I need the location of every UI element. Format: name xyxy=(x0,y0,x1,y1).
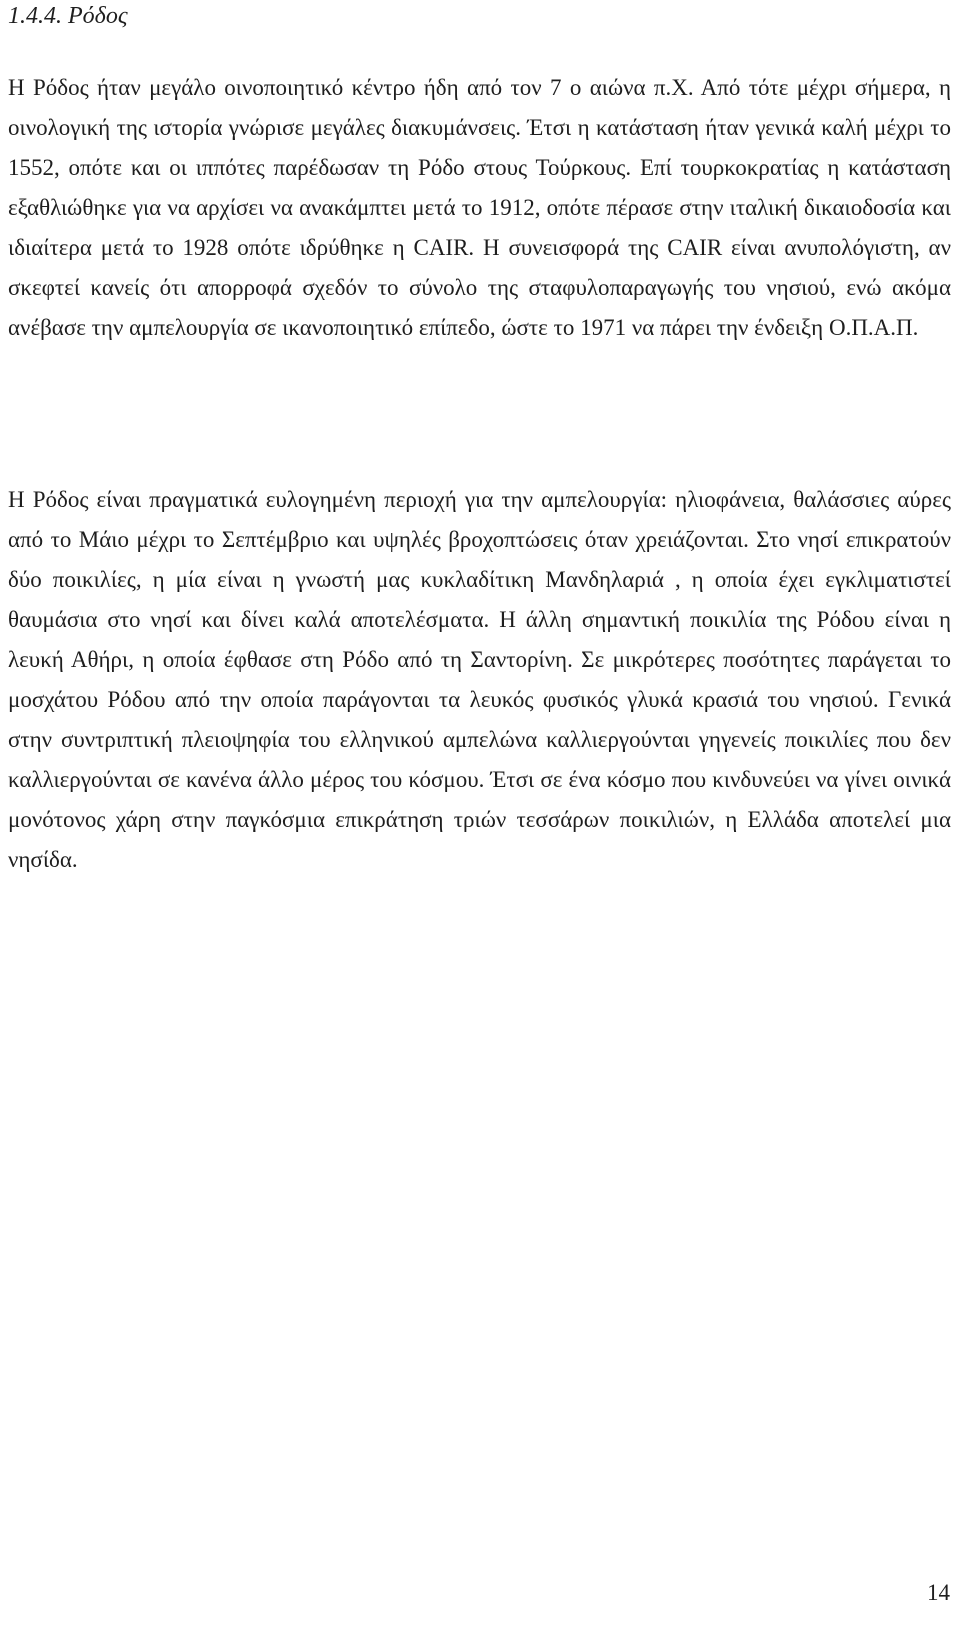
paragraph-viticulture: Η Ρόδος είναι πραγματικά ευλογημένη περιοχή για την αμπελουργία: ηλιοφάνεια, θαλάσσιες αύρες από το Μάιο μέχρι το Σεπτέμβριο και υψηλές βροχοπτώσεις όταν χρειάζονται. Στο νησί επικρατούν δύο ποικιλίες, η μία είναι η γνωστή μας κυκλαδίτικη Μανδηλαριά , η οποία έχει εγκλιματιστεί θαυμάσια στο νησί και δίνει καλά αποτελέσματα. Η άλλη σημαντική ποικιλία της Ρόδου είναι η λευκή Αθήρι, η οποία έφθασε στη Ρόδο από τη Σαντορίνη. Σε μικρότερες ποσότητες παράγεται το μοσχάτου Ρόδου από την οποία παράγονται τα λευκός φυσικός γλυκά κρασιά του νησιού. Γενικά στην συντριπτική πλειοψηφία του ελληνικού αμπελώνα καλλιεργούνται γηγενείς ποικιλίες που δεν καλλιεργούνται σε κανένα άλλο μέρος του κόσμου. Έτσι σε ένα κόσμο που κινδυνεύει να γίνει οινικά μονότονος χάρη στην παγκόσμια επικράτηση τριών τεσσάρων ποικιλιών, η Ελλάδα αποτελεί μια νησίδα. xyxy=(8,487,951,872)
paragraph-history: Η Ρόδος ήταν μεγάλο οινοποιητικό κέντρο ήδη από τον 7 ο αιώνα π.Χ. Από τότε μέχρι σήμερα, η οινολογική της ιστορία γνώρισε μεγάλες διακυμάνσεις. Έτσι η κατάσταση ήταν γενικά καλή μέχρι το 1552, οπότε και οι ιππότες παρέδωσαν τη Ρόδο στους Τούρκους. Επί τουρκοκρατίας η κατάσταση εξαθλιώθηκε για να αρχίσει να ανακάμπτει μετά το 1912, οπότε πέρασε στην ιταλική δικαιοδοσία και ιδιαίτερα μετά το 1928 οπότε ιδρύθηκε η CAIR. Η συνεισφορά της CAIR είναι ανυπολόγιστη, αν σκεφτεί κανείς ότι απορροφά σχεδόν το σύνολο της σταφυλοπαραγωγής του νησιού, ενώ ακόμα ανέβασε την αμπελουργία σε ικανοποιητικό επίπεδο, ώστε το 1971 να πάρει την ένδειξη Ο.Π.Α.Π. xyxy=(8,75,951,340)
page-number: 14 xyxy=(927,1580,950,1605)
section-heading: 1.4.4. Ρόδος xyxy=(8,3,128,29)
